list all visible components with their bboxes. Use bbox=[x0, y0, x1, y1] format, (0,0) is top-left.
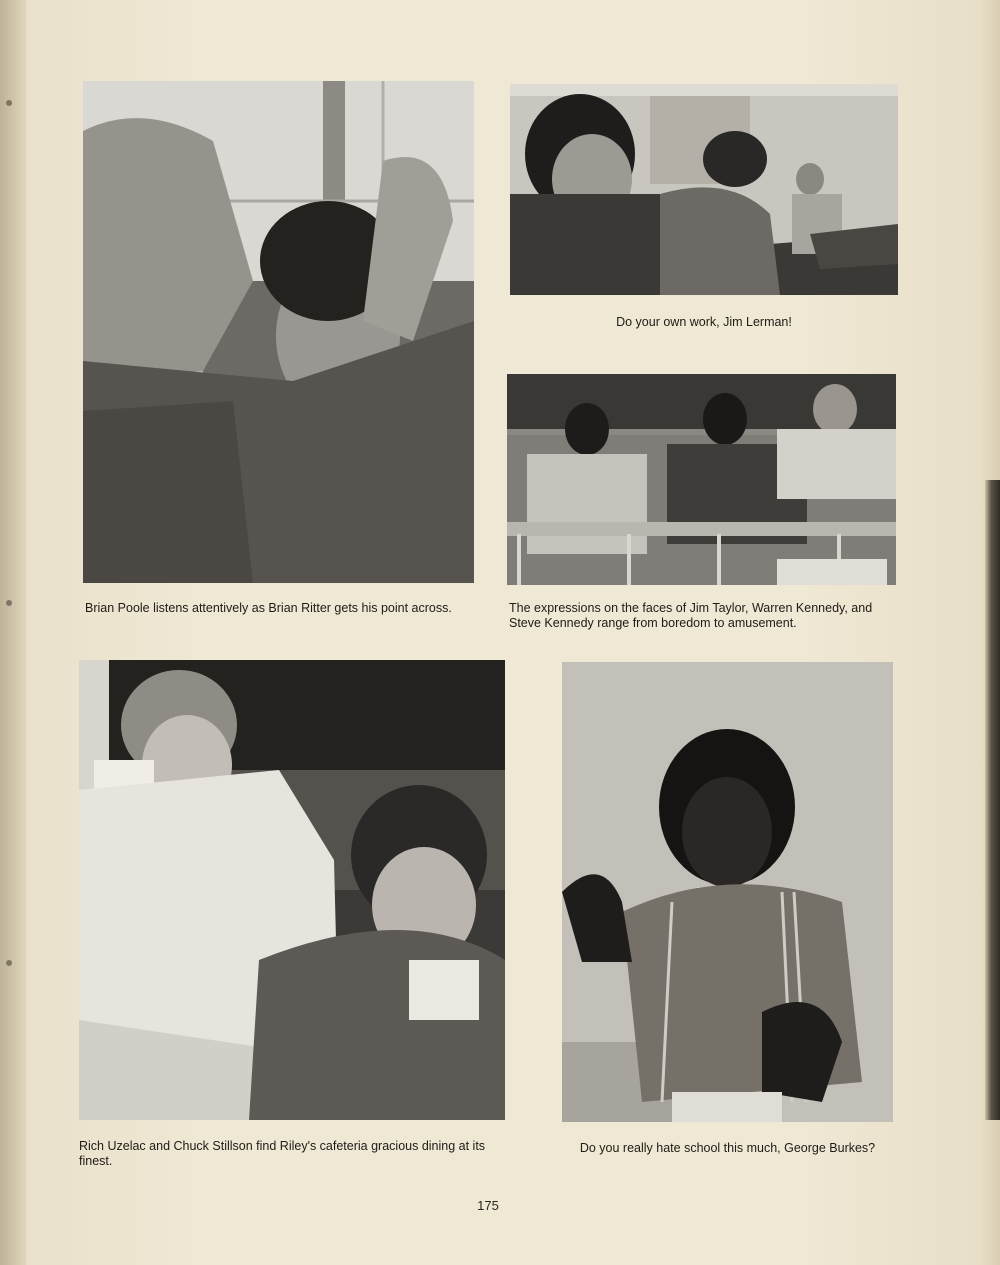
photo-cafeteria bbox=[79, 660, 505, 1120]
caption-photo-5: Do you really hate school this much, George Burkes? bbox=[579, 1141, 876, 1155]
photo-students-talking bbox=[83, 81, 474, 583]
photo-classroom-jim-lerman bbox=[510, 84, 898, 295]
caption-photo-2: Do your own work, Jim Lerman! bbox=[616, 315, 792, 329]
caption-photo-1: Brian Poole listens attentively as Brian Ritter gets his point across. bbox=[85, 601, 452, 615]
caption-photo-4: Rich Uzelac and Chuck Stillson find Riley's cafeteria gracious dining at its finest. bbox=[79, 1139, 486, 1168]
photo-george-burkes bbox=[562, 662, 893, 1122]
page-number: 175 bbox=[477, 1198, 499, 1213]
binding-gutter bbox=[0, 0, 26, 1265]
binding-mark bbox=[6, 100, 12, 106]
photo-students-at-desks bbox=[507, 374, 896, 585]
binding-mark bbox=[6, 600, 12, 606]
binding-mark bbox=[6, 960, 12, 966]
caption-photo-3: The expressions on the faces of Jim Taylor, Warren Kennedy, and Steve Kennedy range from boredom to amusement. bbox=[509, 601, 873, 630]
page-edge-shadow bbox=[985, 480, 1000, 1120]
